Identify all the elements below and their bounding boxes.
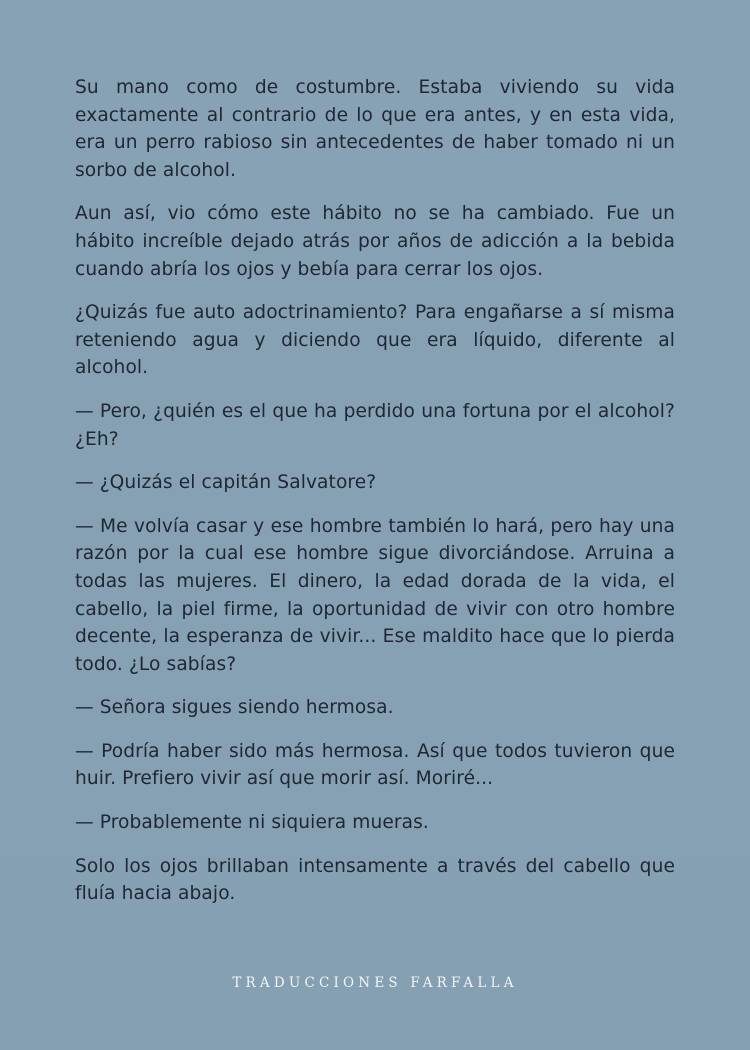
- paragraph: Su mano como de costumbre. Estaba viviendo su vida exactamente al contrario de lo que era antes, y en esta vida, era un perro rabioso sin antecedentes de haber tomado ni un sorbo de alcohol.: [75, 77, 675, 181]
- body-text: [75, 74, 675, 924]
- dialogue-paragraph: — Señora sigues siendo hermosa.: [75, 697, 394, 719]
- paragraph: Solo los ojos brillaban intensamente a través del cabello que fluía hacia abajo.: [75, 855, 675, 905]
- dialogue-paragraph: — Me volvía casar y ese hombre también lo hará, pero hay una razón por la cual ese hombre sigue divorciándose. Arruina a todas las mujeres. El dinero, la edad dorada de la vida, el cabello, la piel firme, la oportunidad de vivir con otro hombre decente, la esperanza de vivir... Ese maldito hace que lo pierda todo. ¿Lo sabías?: [75, 515, 675, 675]
- footer-credit: TRADUCCIONES FARFALLA: [232, 975, 518, 991]
- dialogue-paragraph: — ¿Quizás el capitán Salvatore?: [75, 472, 377, 494]
- paragraph: ¿Quizás fue auto adoctrinamiento? Para engañarse a sí misma reteniendo agua y diciendo que era líquido, diferente al alcohol.: [75, 302, 675, 379]
- dialogue-paragraph: — Pero, ¿quién es el que ha perdido una fortuna por el alcohol? ¿Eh?: [75, 400, 675, 450]
- dialogue-paragraph: — Podría haber sido más hermosa. Así que todos tuvieron que huir. Prefiero vivir así que morir así. Moriré...: [75, 740, 675, 790]
- paragraph: Aun así, vio cómo este hábito no se ha cambiado. Fue un hábito increíble dejado atrás por años de adicción a la bebida cuando abría los ojos y bebía para cerrar los ojos.: [75, 203, 675, 280]
- dialogue-paragraph: — Probablemente ni siquiera mueras.: [75, 812, 429, 834]
